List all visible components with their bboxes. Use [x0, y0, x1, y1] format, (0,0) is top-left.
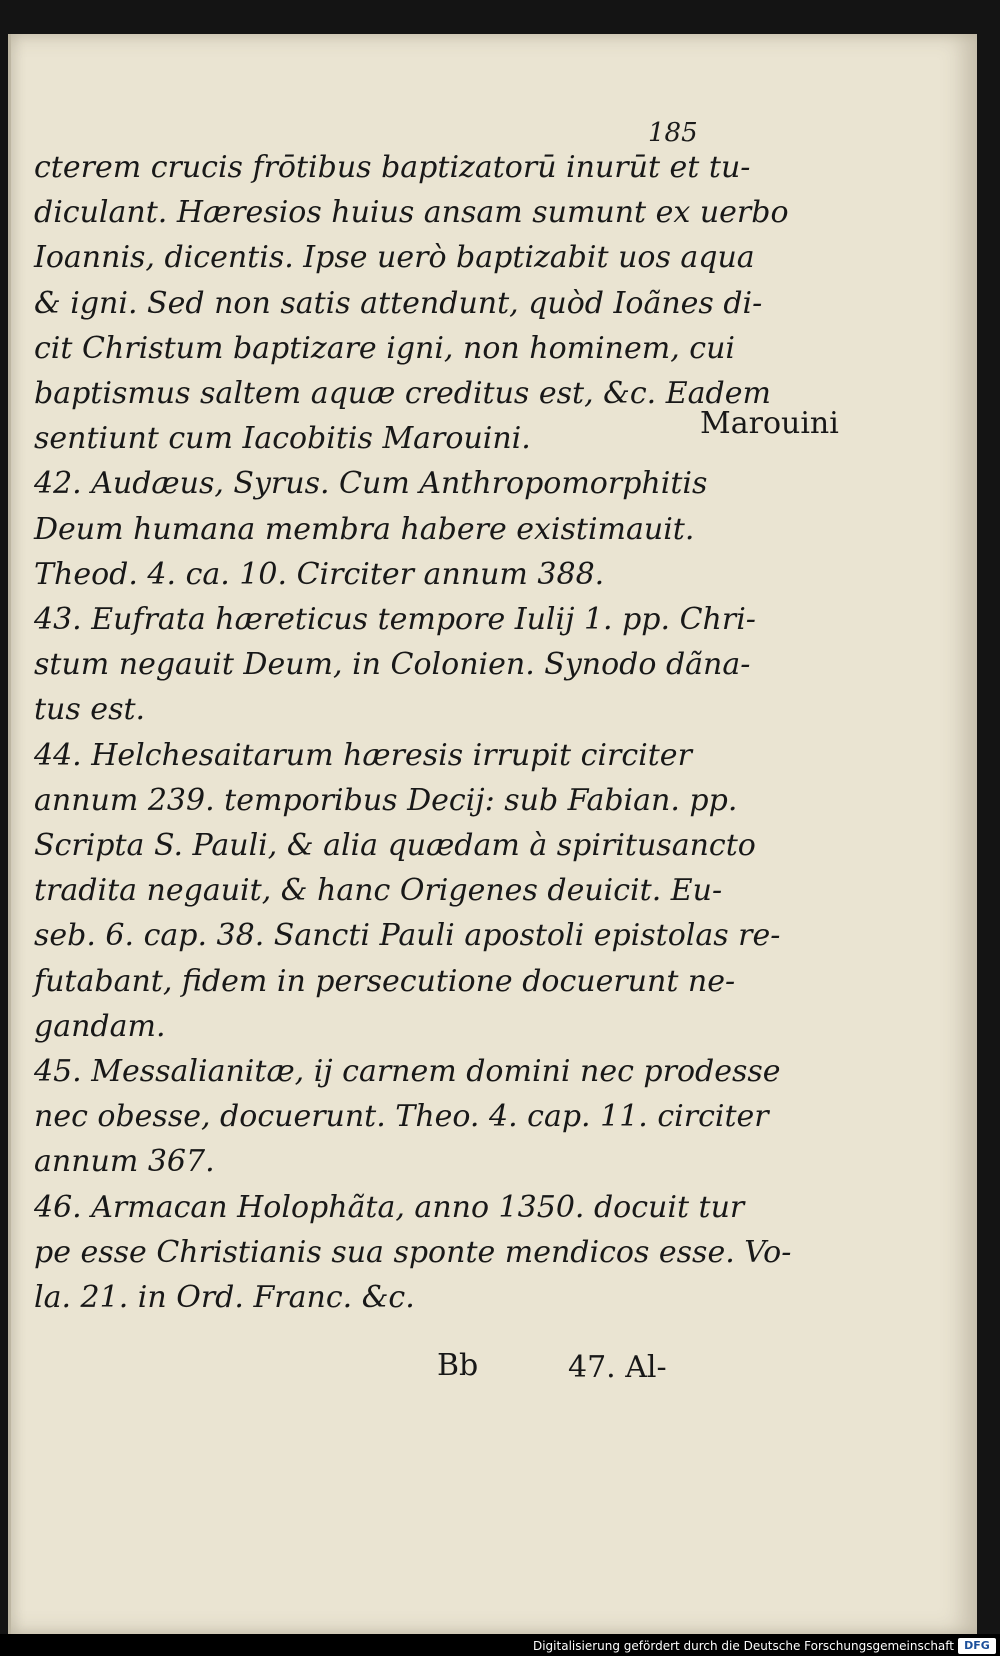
text-line: & igni. Sed non satis attendunt, quòd Ioãnes di- [34, 285, 763, 321]
text-line: 45. Messalianitæ, ij carnem domini nec prodesse [34, 1054, 781, 1090]
catchword: 47. Al- [568, 1350, 667, 1385]
text-line: 42. Audæus, Syrus. Cum Anthropomorphitis [34, 466, 708, 502]
footer-credit: Digitalisierung gefördert durch die Deutsche Forschungsgemeinschaft [532, 1639, 954, 1653]
text-line: Deum humana membra habere existimauit. [34, 511, 695, 547]
text-line: cterem crucis frōtibus baptizatorū inurūt et tu- [34, 150, 751, 185]
margin-note: Marouini [700, 406, 839, 441]
text-line: Ioannis, dicentis. Ipse uerò baptizabit uos aqua [34, 240, 755, 276]
text-line: tradita negauit, & hanc Origenes deuicit. Eu- [34, 873, 723, 909]
text-line: 44. Helchesaitarum hæresis irrupit circiter [34, 737, 692, 773]
footer-bar [0, 1634, 1000, 1656]
text-line: stum negauit Deum, in Colonien. Synodo dãna- [34, 647, 751, 683]
page-number: 185 [648, 118, 698, 148]
text-body [34, 145, 792, 1320]
text-line: seb. 6. cap. 38. Sancti Pauli apostoli epistolas re- [34, 918, 781, 954]
text-line: sentiunt cum Iacobitis Marouini. [34, 421, 531, 457]
text-line: futabant, fidem in persecutione docuerunt ne- [34, 963, 736, 999]
text-line: annum 239. temporibus Decij: sub Fabian. pp. [34, 782, 738, 818]
text-line: 43. Eufrata hæreticus tempore Iulij 1. pp. Chri- [34, 602, 756, 638]
text-line: tus est. [34, 692, 146, 728]
text-line: pe esse Christianis sua sponte mendicos esse. Vo- [34, 1234, 792, 1270]
text-line: gandam. [34, 1008, 166, 1044]
text-line: diculant. Hæresios huius ansam sumunt ex uerbo [34, 195, 789, 231]
text-line: baptismus saltem aquæ creditus est, &c. Eadem [34, 376, 771, 412]
dfg-logo-icon: DFG [958, 1638, 996, 1654]
text-line: la. 21. in Ord. Franc. &c. [34, 1280, 415, 1316]
text-line: Theod. 4. ca. 10. Circiter annum 388. [34, 556, 605, 592]
text-line: Scripta S. Pauli, & alia quædam à spiritusancto [34, 828, 756, 864]
signature-mark: Bb [437, 1348, 479, 1383]
text-line: nec obesse, docuerunt. Theo. 4. cap. 11. circiter [34, 1099, 769, 1135]
text-line: annum 367. [34, 1144, 215, 1180]
text-line: 46. Armacan Holophãta, anno 1350. docuit tur [34, 1189, 745, 1225]
text-line: cit Christum baptizare igni, non hominem, cui [34, 330, 735, 366]
